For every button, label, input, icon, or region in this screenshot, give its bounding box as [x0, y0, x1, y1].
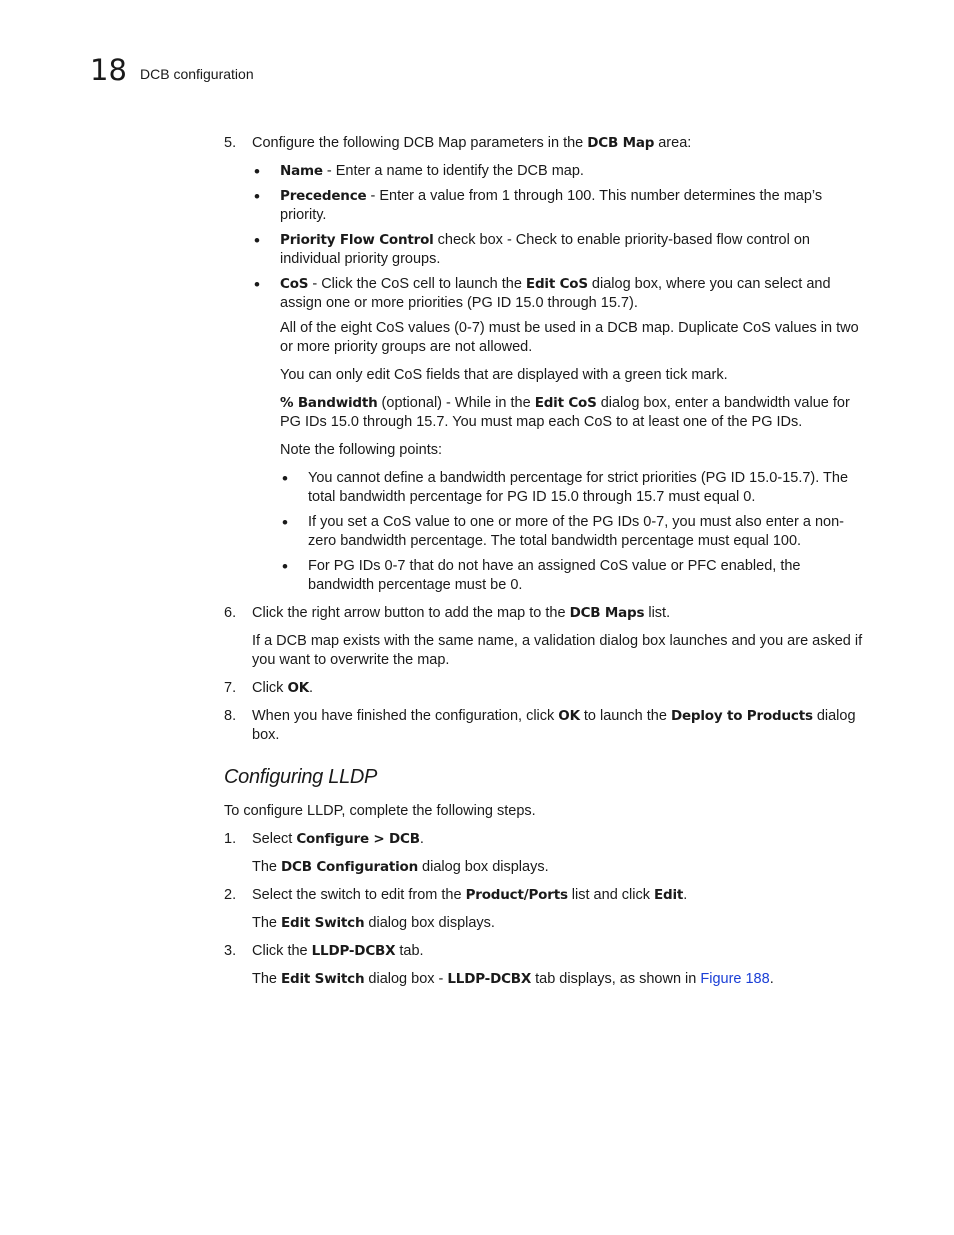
note-intro: Note the following points: [280, 442, 443, 458]
chapter-title: DCB configuration [140, 66, 254, 82]
step-text: Click the right arrow button to add the map to the DCB Maps list. [252, 605, 671, 621]
bullet-precedence: • Precedence - Enter a value from 1 through 100. This number determines the map’s priority. [254, 187, 823, 223]
bullet-dot: • [282, 513, 288, 532]
step-number: 6. [224, 605, 237, 621]
note-bullet-2: • If you set a CoS value to one or more of the PG IDs 0-7, you must also enter a non-zero bandwidth percentage. The total bandwidth percentage must equal 100. [282, 513, 844, 549]
bullet-dot: • [254, 162, 260, 181]
step-text: Select Configure > DCB. [252, 831, 424, 847]
step-5-bullets [252, 162, 870, 313]
bullet-dot: • [282, 469, 288, 488]
bandwidth-para: % Bandwidth (optional) - While in the Edit CoS dialog box, enter a bandwidth value for PG IDs 15.0 through 15.7. You must map each CoS to at least one of the PG IDs. [280, 395, 850, 430]
step-number: 2. [224, 887, 237, 903]
step-text: Configure the following DCB Map parameters in the DCB Map area: [252, 135, 692, 151]
step-number: 8. [224, 708, 237, 724]
lldp-step-1 [224, 830, 870, 849]
bullet-dot: • [254, 187, 260, 206]
step-text: Select the switch to edit from the Product/Ports list and click Edit. [252, 887, 688, 903]
figure-link[interactable]: Figure 188 [700, 971, 770, 987]
lldp-step-3 [224, 942, 870, 961]
note-bullet-1: • You cannot define a bandwidth percentage for strict priorities (PG ID 15.0-15.7). The total bandwidth percentage for PG ID 15.0 through 15.7 must equal 0. [282, 469, 849, 505]
step-number: 3. [224, 943, 237, 959]
step-text: When you have finished the configuration, click OK to launch the Deploy to Products dialog box. [252, 708, 856, 743]
bullet-dot: • [254, 231, 260, 250]
cos-note-2: You can only edit CoS fields that are displayed with a green tick mark. [280, 367, 728, 383]
step-number: 5. [224, 135, 237, 151]
section-heading: Configuring LLDP [224, 766, 378, 788]
step-7 [224, 679, 870, 698]
cos-note-1: All of the eight CoS values (0-7) must be used in a DCB map. Duplicate CoS values in two or more priority groups are not allowed. [280, 320, 859, 355]
step-text: Click OK. [252, 680, 314, 696]
step-5 [224, 134, 870, 153]
step-text: Click the LLDP-DCBX tab. [252, 943, 424, 959]
step-8 [224, 707, 870, 745]
lldp-step-3-result: The Edit Switch dialog box - LLDP-DCBX tab displays, as shown in Figure 188. [252, 971, 774, 987]
lldp-step-2-result: The Edit Switch dialog box displays. [252, 915, 495, 931]
bullet-dot: • [282, 557, 288, 576]
step-6-note: If a DCB map exists with the same name, a validation dialog box launches and you are asked if you want to overwrite the map. [252, 633, 863, 668]
step-number: 1. [224, 831, 237, 847]
lldp-step-1-result: The DCB Configuration dialog box displays. [252, 859, 549, 875]
bullet-dot: • [254, 275, 260, 294]
note-bullet-3: • For PG IDs 0-7 that do not have an assigned CoS value or PFC enabled, the bandwidth percentage must be 0. [282, 557, 801, 593]
step-6 [224, 604, 870, 623]
lldp-step-2 [224, 886, 870, 905]
note-bullets [280, 469, 870, 595]
bullet-cos: • CoS - Click the CoS cell to launch the Edit CoS dialog box, where you can select and assign one or more priorities (PG ID 15.0 through 15.7). [254, 275, 831, 311]
page-content [224, 134, 870, 998]
section-intro: To configure LLDP, complete the following steps. [224, 803, 536, 819]
step-number: 7. [224, 680, 237, 696]
bullet-pfc: • Priority Flow Control check box - Check to enable priority-based flow control on individual priority groups. [254, 231, 810, 267]
bullet-name: • Name - Enter a name to identify the DCB map. [254, 162, 584, 181]
chapter-number: 18 [90, 53, 127, 87]
